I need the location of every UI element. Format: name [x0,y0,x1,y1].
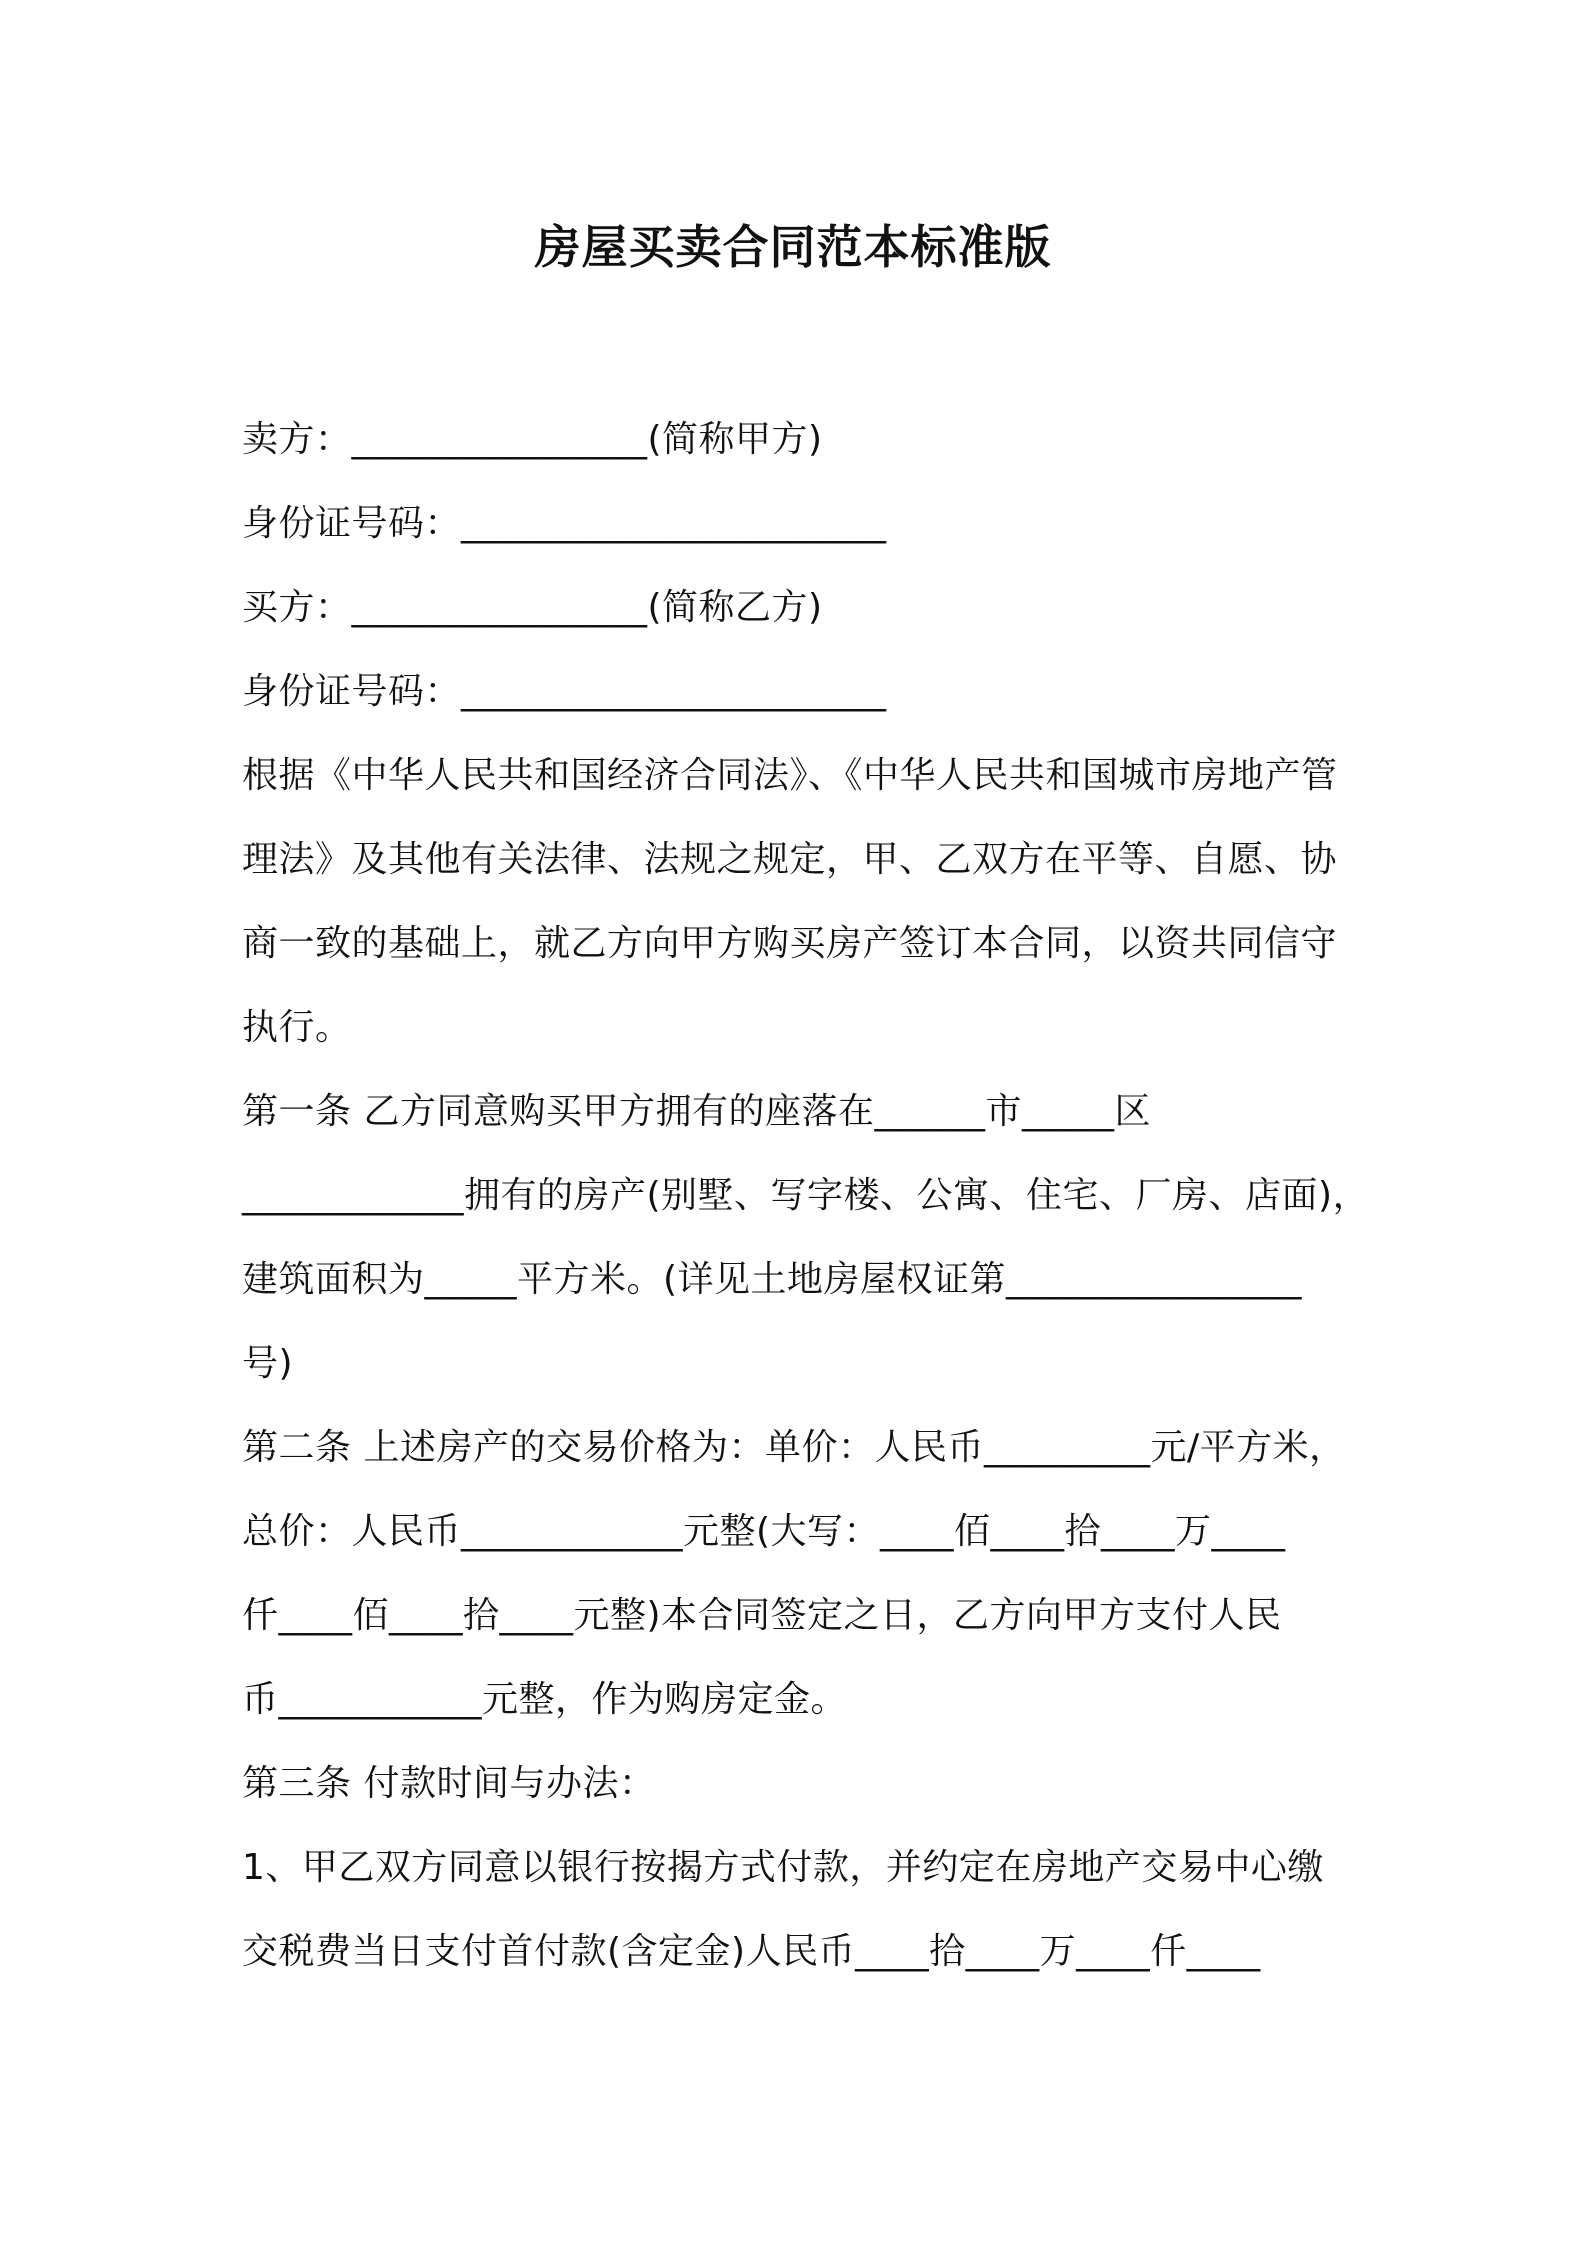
preamble-line: 理法》及其他有关法律、法规之规定，甲、乙双方在平等、自愿、协 [242,839,1338,880]
seller-line: 卖方：________________(简称甲方) [242,419,823,460]
seller-id-line: 身份证号码：_______________________ [242,503,887,544]
article-3-line: 交税费当日支付首付款(含定金)人民币____拾____万____仟____ [242,1931,1261,1972]
article-1-line: 建筑面积为_____平方米。(详见土地房屋权证第________________ [242,1259,1303,1300]
article-3-line: 1、甲乙双方同意以银行按揭方式付款，并约定在房地产交易中心缴 [242,1847,1324,1888]
article-2-line: 总价：人民币____________元整(大写：____佰____拾____万____ [242,1511,1286,1552]
article-2-line: 第二条 上述房产的交易价格为：单价：人民币_________元/平方米， [242,1427,1346,1468]
document-title: 房屋买卖合同范本标准版 [534,220,1052,274]
article-1-line: 第一条 乙方同意购买甲方拥有的座落在______市_____区 [242,1091,1151,1132]
preamble-line: 商一致的基础上，就乙方向甲方购买房产签订本合同，以资共同信守 [242,923,1338,964]
article-3-heading: 第三条 付款时间与办法： [242,1763,656,1804]
buyer-id-line: 身份证号码：_______________________ [242,671,887,712]
article-1-line: ____________拥有的房产(别墅、写字楼、公寓、住宅、厂房、店面)， [242,1175,1370,1216]
preamble-line: 根据《中华人民共和国经济合同法》、《中华人民共和国城市房地产管 [242,755,1338,796]
buyer-line: 买方：________________(简称乙方) [242,587,823,628]
article-1-line: 号) [242,1343,294,1384]
preamble-line: 执行。 [242,1007,352,1048]
article-2-line: 仟____佰____拾____元整)本合同签定之日，乙方向甲方支付人民 [242,1595,1282,1636]
article-2-line: 币___________元整，作为购房定金。 [242,1679,848,1720]
